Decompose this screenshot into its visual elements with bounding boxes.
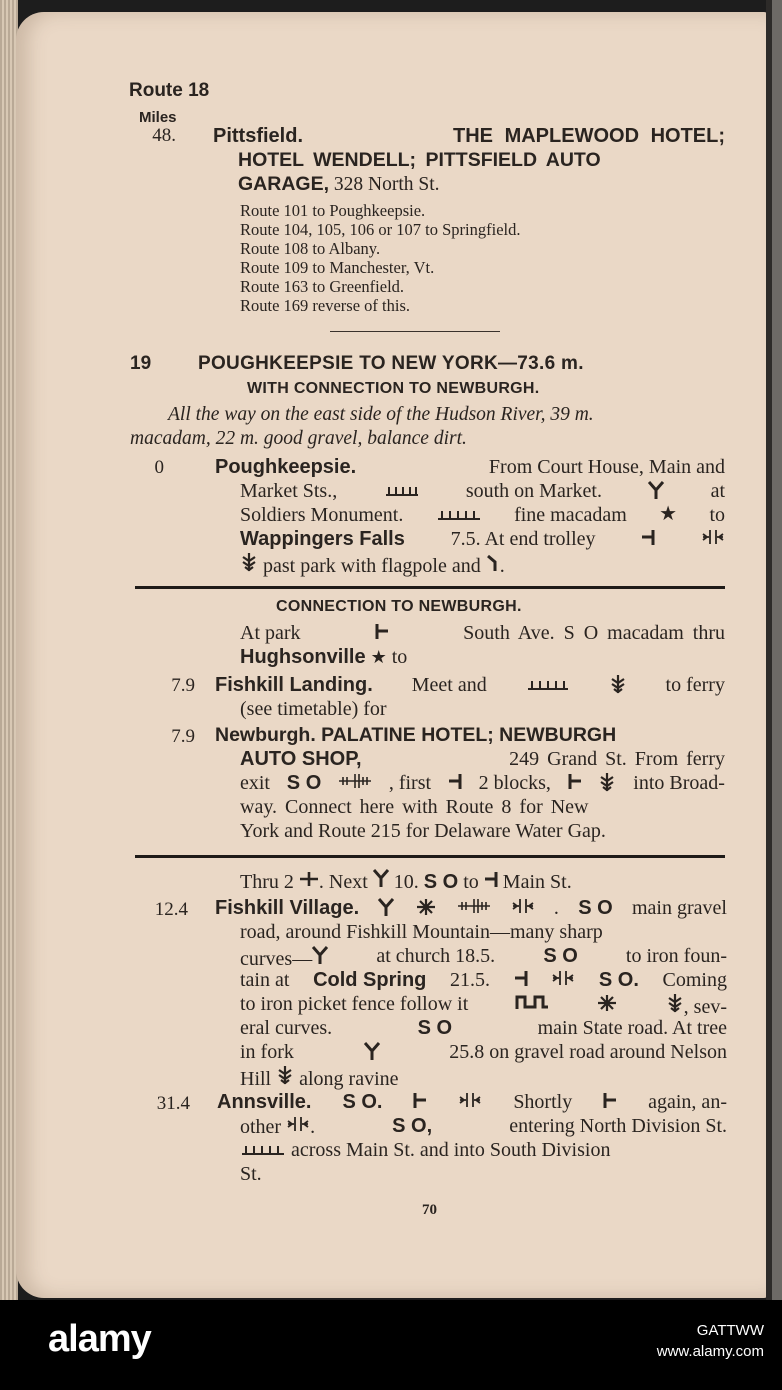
- direction-text: , sev-: [683, 996, 727, 1018]
- route-connection: Route 169 reverse of this.: [240, 296, 411, 315]
- direction-text: Meet and: [411, 674, 487, 696]
- direction-text: to: [463, 871, 479, 893]
- direction-text: again, an-: [648, 1091, 727, 1113]
- place-name: Fishkill Landing.: [215, 674, 373, 696]
- direction-text: 21.5.: [450, 969, 491, 991]
- garage-address: 328 North St.: [333, 174, 440, 195]
- route-connection: Route 108 to Albany.: [240, 239, 381, 258]
- direction-text: past park with flagpole and: [263, 555, 481, 577]
- direction-text: Soldiers Monument.: [240, 504, 404, 526]
- fork-icon: [373, 871, 389, 893]
- straight-on-label: S O: [286, 772, 322, 794]
- railroad-crossing-icon: [526, 674, 570, 700]
- direction-text: into Broad-: [633, 772, 725, 794]
- star-icon: ★: [370, 647, 387, 667]
- mileage: 12.4: [154, 899, 188, 920]
- direction-text: Market Sts.,: [240, 480, 338, 502]
- tree-icon: [666, 996, 684, 1018]
- tree-icon: [240, 555, 258, 577]
- left-turn-icon: [641, 528, 655, 552]
- direction-text: Shortly: [513, 1091, 573, 1113]
- direction-text: .: [310, 1116, 316, 1138]
- direction-text: tain at: [240, 969, 290, 991]
- mileage: 7.9: [171, 675, 195, 696]
- direction-text: Coming: [662, 969, 727, 991]
- direction-text: across Main St. and into South Division: [291, 1139, 611, 1161]
- mileage: 31.4: [156, 1093, 190, 1114]
- direction-text: 25.8 on gravel road around Nelson: [449, 1041, 727, 1063]
- route-note-continued: macadam, 22 m. good gravel, balance dirt.: [130, 428, 467, 449]
- direction-text: main State road. At tree: [537, 1017, 727, 1039]
- route-note: All the way on the east side of the Hudson River, 39 m.: [168, 404, 594, 425]
- right-turn-icon: [568, 772, 582, 798]
- place-name: Wappingers Falls: [240, 528, 405, 550]
- bridge-icon: [457, 897, 491, 923]
- direction-text: road, around Fishkill Mountain—many sharp: [240, 921, 603, 943]
- route-connection: Route 163 to Greenfield.: [240, 277, 405, 296]
- route-connection: Route 104, 105, 106 or 107 to Springfield.: [240, 220, 521, 239]
- section-heading: CONNECTION TO NEWBURGH.: [276, 598, 522, 615]
- direction-text: to iron picket fence follow it: [240, 993, 469, 1015]
- place-name: Annsville.: [217, 1091, 312, 1113]
- mileage: 7.9: [171, 726, 195, 747]
- trolley-icon: [458, 1091, 482, 1115]
- fork-icon: [312, 948, 328, 970]
- star-icon: ★: [659, 503, 678, 525]
- place-name: Fishkill Village.: [215, 897, 360, 919]
- trolley-icon: [551, 969, 575, 993]
- binding-edge-outer: [772, 0, 782, 1300]
- watermark-url: www.alamy.com: [656, 1343, 764, 1360]
- watermark-info: [657, 1320, 764, 1362]
- route-number: 19: [130, 353, 152, 374]
- direction-text: At park: [240, 622, 301, 644]
- direction-text: to ferry: [665, 674, 725, 696]
- direction-text: exit: [240, 772, 270, 794]
- direction-text: South Ave. S O macadam thru: [463, 622, 725, 644]
- trolley-icon: [511, 897, 535, 923]
- watermark-logo: alamy: [48, 1318, 151, 1360]
- trolley-icon: [286, 1116, 310, 1138]
- direction-text: 10.: [393, 871, 419, 893]
- left-turn-icon: [484, 871, 498, 893]
- left-turn-icon: [514, 969, 528, 993]
- cross-icon: [595, 993, 619, 1019]
- direction-text: to iron foun-: [625, 945, 727, 967]
- fork-icon: [364, 1041, 380, 1067]
- route-connections-list: [240, 201, 520, 315]
- trolley-icon: [701, 528, 725, 552]
- direction-text: eral curves.: [240, 1017, 333, 1039]
- tree-icon: [598, 772, 616, 798]
- fork-icon: [378, 897, 394, 923]
- route-title: POUGHKEEPSIE TO NEW YORK—73.6 m.: [198, 353, 584, 374]
- section-rule: [135, 586, 725, 589]
- place-name: Pittsfield.: [213, 125, 304, 147]
- place-name: Hughsonville: [240, 646, 366, 668]
- tree-icon: [276, 1068, 294, 1090]
- mileage: 0: [154, 457, 164, 478]
- miles-label: Miles: [139, 109, 177, 126]
- direction-text: 2 blocks,: [478, 772, 551, 794]
- direction-text: Thru 2: [240, 871, 294, 893]
- garage-name: AUTO SHOP,: [240, 748, 362, 770]
- running-head: Route 18: [129, 80, 210, 101]
- direction-text: York and Route 215 for Delaware Water Gap.: [240, 820, 606, 842]
- section-divider: [330, 331, 500, 332]
- straight-on-label: S O: [543, 945, 578, 967]
- right-turn-icon: [413, 1091, 427, 1115]
- direction-text: to: [391, 646, 408, 668]
- image-id: GATTWW: [696, 1322, 764, 1339]
- direction-text: to: [709, 504, 725, 526]
- direction-text: in fork: [240, 1041, 294, 1063]
- cross-road-icon: [299, 871, 319, 893]
- direction-text: curves—: [240, 948, 313, 970]
- straight-on-label: S O.: [342, 1091, 383, 1113]
- direction-text: Main St.: [502, 871, 572, 893]
- mileage: 48.: [152, 125, 176, 146]
- hotel-names: THE MAPLEWOOD HOTEL;: [453, 125, 725, 147]
- direction-text: , first: [388, 772, 432, 794]
- tree-icon: [609, 674, 627, 700]
- direction-text: at: [710, 480, 725, 502]
- right-turn-icon: [375, 622, 389, 646]
- direction-text: 7.5. At end trolley: [450, 528, 596, 550]
- route-connection: Route 101 to Poughkeepsie.: [240, 201, 426, 220]
- direction-text: other: [240, 1116, 282, 1138]
- direction-text: fine macadam: [514, 504, 627, 526]
- cross-icon: [414, 897, 438, 923]
- straight-on-label: S O.: [598, 969, 639, 991]
- route-connection: Route 109 to Manchester, Vt.: [240, 258, 435, 277]
- direction-text: way. Connect here with Route 8 for New: [240, 796, 589, 818]
- straight-on-label: S O: [578, 897, 613, 919]
- place-name: Cold Spring: [313, 969, 427, 991]
- place-name: Poughkeepsie.: [215, 456, 357, 478]
- hotel-names-continued: HOTEL WENDELL; PITTSFIELD AUTO: [238, 149, 601, 171]
- garage-name: GARAGE,: [238, 173, 330, 195]
- straight-on-label: S O: [423, 871, 459, 893]
- railroad-crossing-icon: [436, 504, 482, 527]
- railroad-crossing-icon: [384, 480, 420, 506]
- left-turn-icon: [448, 772, 462, 798]
- place-and-hotels: Newburgh. PALATINE HOTEL; NEWBURGH: [215, 724, 617, 746]
- curve-icon: [515, 993, 549, 1019]
- section-rule: [135, 855, 725, 858]
- right-curve-icon: [486, 555, 500, 577]
- direction-text: at church 18.5.: [376, 945, 496, 967]
- direction-text: south on Market.: [465, 480, 602, 502]
- direction-text: entering North Division St.: [509, 1115, 727, 1137]
- route-subtitle: WITH CONNECTION TO NEWBURGH.: [247, 380, 540, 397]
- bridge-icon: [338, 772, 372, 798]
- direction-text: 249 Grand St. From ferry: [509, 748, 725, 770]
- direction-text: along ravine: [299, 1068, 399, 1090]
- direction-text: . Next: [318, 871, 368, 893]
- straight-on-label: S O: [417, 1017, 453, 1039]
- right-turn-icon: [603, 1091, 617, 1115]
- direction-text: (see timetable) for: [240, 698, 387, 720]
- direction-text: From Court House, Main and: [488, 456, 725, 478]
- direction-text: St.: [240, 1163, 262, 1185]
- straight-on-label: S O,: [392, 1115, 433, 1137]
- page-number: 70: [422, 1202, 437, 1218]
- direction-text: main gravel: [632, 897, 727, 919]
- direction-text: Hill: [240, 1068, 272, 1090]
- railroad-crossing-icon: [240, 1139, 286, 1161]
